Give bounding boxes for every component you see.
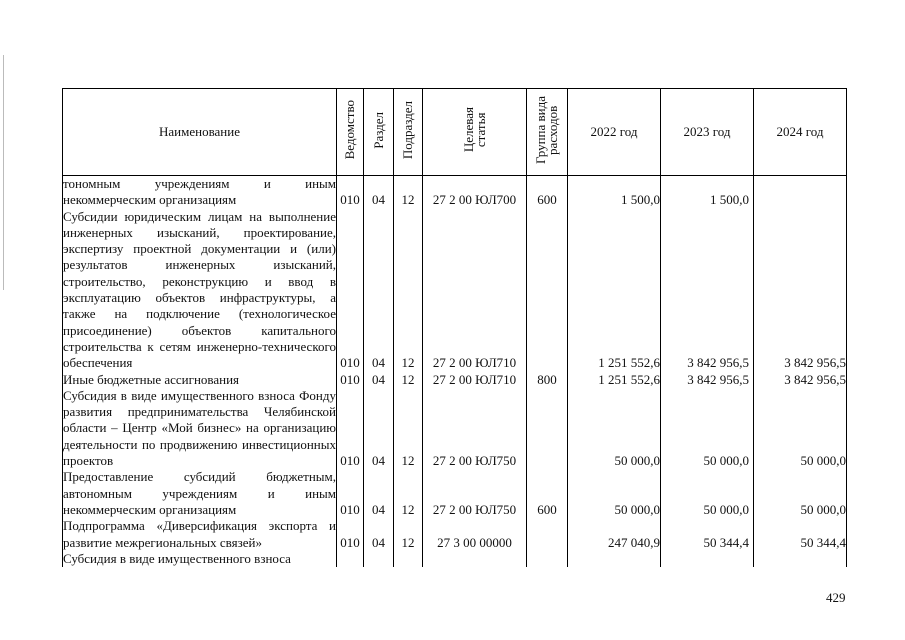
budget-table-container	[62, 88, 847, 567]
row-celevaya-statya: 27 2 00 ЮЛ700	[423, 176, 527, 209]
row-celevaya-statya: 27 2 00 ЮЛ750	[423, 469, 527, 518]
row-2024	[754, 551, 847, 567]
row-razdel: 04	[364, 176, 394, 209]
row-podrazdel: 12	[394, 372, 423, 388]
table-row	[63, 551, 847, 567]
table-row	[63, 518, 847, 551]
row-gruppa	[527, 551, 568, 567]
page-number: 429	[826, 590, 846, 605]
row-razdel: 04	[364, 209, 394, 372]
row-vedomstvo: 010	[337, 518, 364, 551]
row-vedomstvo: 010	[337, 176, 364, 209]
row-celevaya-statya: 27 2 00 ЮЛ710	[423, 209, 527, 372]
header-name: Наименование	[63, 89, 337, 176]
header-2022: 2022 год	[568, 89, 661, 176]
row-2022	[568, 551, 661, 567]
row-name: тономным учреждениям и иным некоммерческим организациям	[63, 176, 336, 208]
row-gruppa	[527, 388, 568, 469]
row-gruppa: 600	[527, 176, 568, 209]
row-gruppa: 800	[527, 372, 568, 388]
row-name: Субсидия в виде имущественного взноса Фонду развития предпринимательства Челябинской области – Центр «Мой бизнес» на организацию деятельности по продвижению инвестиционных проектов	[63, 387, 336, 469]
row-name: Подпрограмма «Диверсификация экспорта и развитие межрегиональных связей»	[63, 518, 336, 550]
table-row	[63, 372, 847, 388]
row-2022: 1 251 552,6	[568, 372, 661, 388]
row-2024: 3 842 956,5	[754, 372, 847, 388]
row-2022: 1 251 552,6	[568, 209, 661, 372]
row-2023: 50 000,0	[661, 388, 754, 469]
row-podrazdel: 12	[394, 209, 423, 372]
row-podrazdel: 12	[394, 469, 423, 518]
row-celevaya-statya: 27 2 00 ЮЛ750	[423, 388, 527, 469]
row-vedomstvo: 010	[337, 209, 364, 372]
row-2024: 50 000,0	[754, 469, 847, 518]
row-celevaya-statya: 27 3 00 00000	[423, 518, 527, 551]
row-2023: 50 344,4	[661, 518, 754, 551]
row-2022: 1 500,0	[568, 176, 661, 209]
row-podrazdel: 12	[394, 388, 423, 469]
row-2024: 50 000,0	[754, 388, 847, 469]
header-gruppa-vida-rashodov: Группа вида расходов	[527, 89, 568, 176]
row-podrazdel	[394, 551, 423, 567]
budget-table	[62, 88, 847, 567]
row-2023: 3 842 956,5	[661, 209, 754, 372]
row-gruppa: 600	[527, 469, 568, 518]
row-2023	[661, 551, 754, 567]
row-gruppa	[527, 209, 568, 372]
row-razdel: 04	[364, 518, 394, 551]
table-row	[63, 176, 847, 209]
row-2024	[754, 176, 847, 209]
row-2022: 50 000,0	[568, 388, 661, 469]
row-podrazdel: 12	[394, 518, 423, 551]
table-row	[63, 469, 847, 518]
header-2024: 2024 год	[754, 89, 847, 176]
row-gruppa	[527, 518, 568, 551]
row-2022: 50 000,0	[568, 469, 661, 518]
row-vedomstvo: 010	[337, 372, 364, 388]
row-name: Субсидия в виде имущественного взноса	[63, 551, 337, 567]
header-podrazdel: Подраздел	[394, 89, 423, 176]
row-vedomstvo: 010	[337, 388, 364, 469]
row-vedomstvo	[337, 551, 364, 567]
table-row	[63, 388, 847, 469]
row-2023: 3 842 956,5	[661, 372, 754, 388]
row-name: Субсидии юридическим лицам на выполнение инженерных изысканий, проектирование, экспертизу проектной документации и (или) результатов инженерных изысканий, строительство, реконструкцию и ввод в эксплуатацию объектов инфраструктуры, а также на подключение (технологическое присоединение) объектов капитального строительства к сетям инженерно-технического обеспечения	[63, 208, 336, 371]
row-podrazdel: 12	[394, 176, 423, 209]
header-2023: 2023 год	[661, 89, 754, 176]
header-razdel: Раздел	[364, 89, 394, 176]
row-vedomstvo: 010	[337, 469, 364, 518]
row-2023: 1 500,0	[661, 176, 754, 209]
row-name: Иные бюджетные ассигнования	[63, 372, 337, 388]
row-celevaya-statya	[423, 551, 527, 567]
row-celevaya-statya: 27 2 00 ЮЛ710	[423, 372, 527, 388]
row-2024: 50 344,4	[754, 518, 847, 551]
row-2024: 3 842 956,5	[754, 209, 847, 372]
row-razdel	[364, 551, 394, 567]
row-2023: 50 000,0	[661, 469, 754, 518]
table-row	[63, 209, 847, 372]
header-vedomstvo: Ведомство	[337, 89, 364, 176]
header-celevaya-statya: Целевая статья	[423, 89, 527, 176]
row-name: Предоставление субсидий бюджетным, автономным учреждениям и иным некоммерческим организациям	[63, 469, 336, 517]
row-razdel: 04	[364, 372, 394, 388]
page-edge-mark	[3, 55, 4, 290]
table-header-row	[63, 89, 847, 176]
row-2022: 247 040,9	[568, 518, 661, 551]
row-razdel: 04	[364, 388, 394, 469]
row-razdel: 04	[364, 469, 394, 518]
